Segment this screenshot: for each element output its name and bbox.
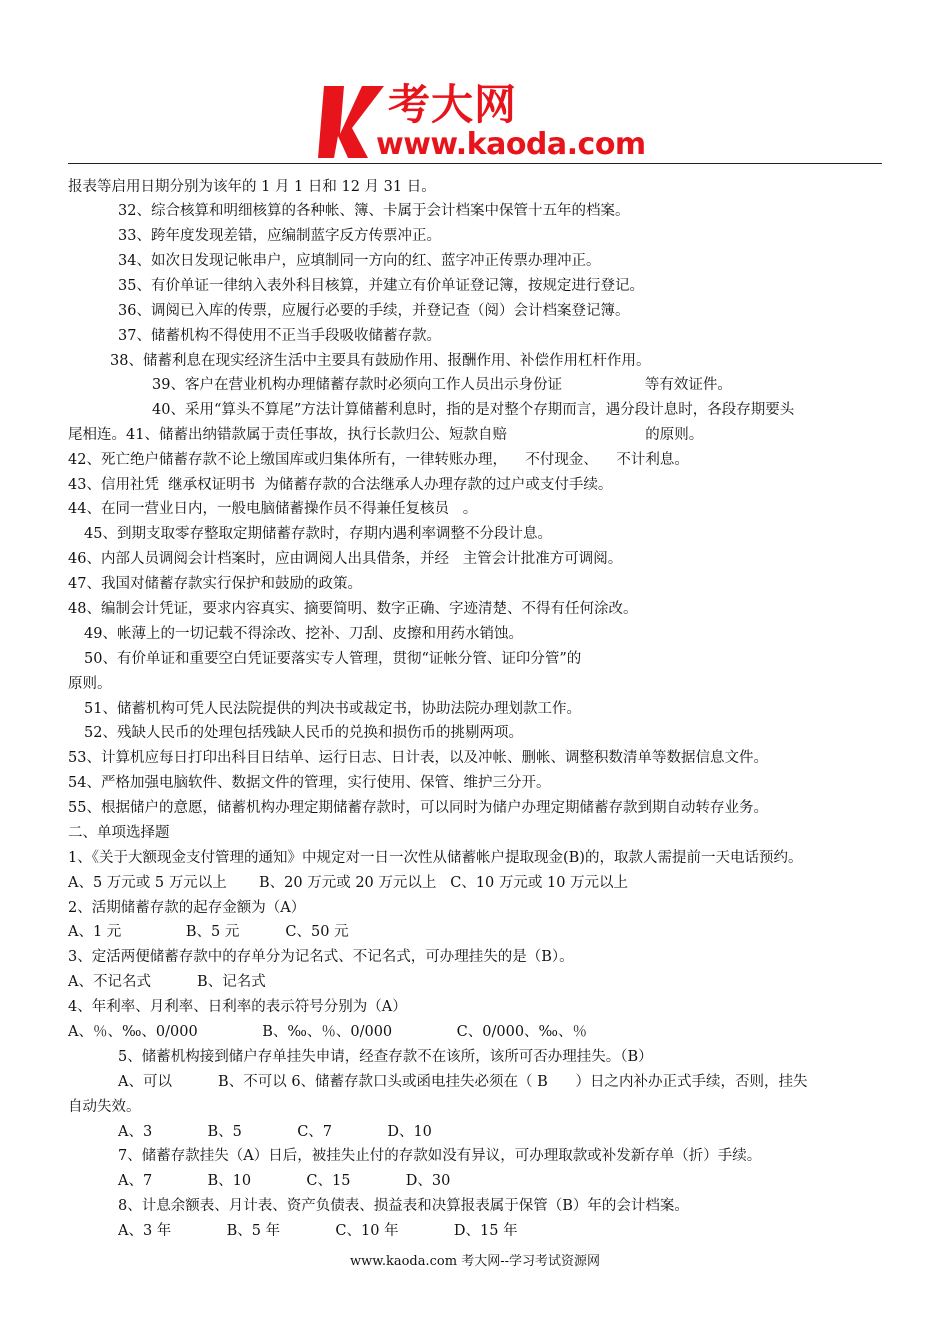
answer-options: A、可以 B、不可以 6、储蓄存款口头或函电挂失必须在（ B ）日之内补办正式手续，否则，挂失 bbox=[118, 1074, 808, 1090]
text-line: 自动失效。 bbox=[68, 1099, 141, 1115]
text-line: 47、我国对储蓄存款实行保护和鼓励的政策。 bbox=[68, 576, 362, 592]
answer-options: A、3 B、5 C、7 D、10 bbox=[118, 1124, 432, 1140]
question: 3、定活两便储蓄存款中的存单分为记名式、不记名式，可办理挂失的是（B）。 bbox=[68, 949, 574, 965]
text-line: 44、在同一营业日内，一般电脑储蓄操作员不得兼任复核员 。 bbox=[68, 501, 478, 517]
text-line: 36、调阅已入库的传票，应履行必要的手续，并登记查（阅）会计档案登记簿。 bbox=[118, 303, 630, 319]
question: 4、年利率、月利率、日利率的表示符号分别为（A） bbox=[68, 999, 407, 1015]
answer-options: A、7 B、10 C、15 D、30 bbox=[118, 1173, 451, 1189]
question: 5、储蓄机构接到储户存单挂失申请，经查存款不在该所，该所可否办理挂失。（B） bbox=[118, 1049, 653, 1065]
answer-options: A、不记名式 B、记名式 bbox=[68, 974, 266, 990]
text-line: 49、帐薄上的一切记载不得涂改、挖补、刀刮、皮擦和用药水销蚀。 bbox=[84, 626, 523, 642]
text-line: 37、储蓄机构不得使用不正当手段吸收储蓄存款。 bbox=[118, 328, 441, 344]
answer-options: A、3 年 B、5 年 C、10 年 D、15 年 bbox=[118, 1223, 518, 1239]
text-line: 34、如次日发现记帐串户，应填制同一方向的红、蓝字冲正传票办理冲正。 bbox=[118, 253, 601, 269]
text-line: 40、采用“算头不算尾”方法计算储蓄利息时，指的是对整个存期而言，遇分段计息时，各段存期要头 bbox=[152, 402, 795, 418]
kaoda-logo bbox=[318, 78, 648, 162]
question: 8、计息余额表、月计表、资产负债表、损益表和决算报表属于保管（B）年的会计档案。 bbox=[118, 1198, 689, 1214]
text-line: 48、编制会计凭证，要求内容真实、摘要简明、数字正确、字迹清楚、不得有任何涂改。 bbox=[68, 601, 638, 617]
section-heading: 二、单项选择题 bbox=[68, 825, 170, 841]
text-line: 46、内部人员调阅会计档案时，应由调阅人出具借条，并经 主管会计批准方可调阅。 bbox=[68, 551, 623, 567]
text-line: 52、残缺人民币的处理包括残缺人民币的兑换和损伤币的挑剔两项。 bbox=[84, 725, 523, 741]
question: 1、《关于大额现金支付管理的通知》中规定对一日一次性从储蓄帐户提取现金(B)的，取款人需提前一天电话预约。 bbox=[68, 850, 803, 866]
text-line: 尾相连。41、储蓄出纳错款属于责任事故，执行长款归公、短款自赔 的原则。 bbox=[68, 427, 704, 443]
logo-url: www.kaoda.com bbox=[376, 127, 646, 162]
answer-options: A、1 元 B、5 元 C、50 元 bbox=[68, 924, 349, 940]
text-line: 原则。 bbox=[68, 676, 112, 692]
text-line: 38、储蓄利息在现实经济生活中主要具有鼓励作用、报酬作用、补偿作用杠杆作用。 bbox=[110, 353, 651, 369]
text-line: 42、死亡绝户储蓄存款不论上缴国库或归集体所有，一律转账办理， 不付现金、 不计利息。 bbox=[68, 452, 689, 468]
text-line: 54、严格加强电脑软件、数据文件的管理，实行使用、保管、维护三分开。 bbox=[68, 775, 551, 791]
text-line: 35、有价单证一律纳入表外科目核算，并建立有价单证登记簿，按规定进行登记。 bbox=[118, 278, 644, 294]
text-line: 51、储蓄机构可凭人民法院提供的判决书或裁定书，协助法院办理划款工作。 bbox=[84, 701, 581, 717]
text-line: 39、客户在营业机构办理储蓄存款时必须向工作人员出示身份证 等有效证件。 bbox=[152, 377, 732, 393]
answer-options: A、5 万元或 5 万元以上 B、20 万元或 20 万元以上 C、10 万元或 10 万元以上 bbox=[68, 875, 629, 891]
logo-chinese-name: 考大网 bbox=[388, 80, 518, 129]
text-line: 报表等启用日期分别为该年的 1 月 1 日和 12 月 31 日。 bbox=[68, 179, 436, 195]
answer-options: A、％、‰、0/000 B、‰、％、0/000 C、0/000、‰、％ bbox=[68, 1024, 588, 1040]
text-line: 50、有价单证和重要空白凭证要落实专人管理，贯彻“证帐分管、证印分管”的 bbox=[84, 651, 582, 667]
question: 7、储蓄存款挂失（A）日后，被挂失止付的存款如没有异议，可办理取款或补发新存单（折）手续。 bbox=[118, 1148, 762, 1164]
header-divider bbox=[68, 163, 882, 164]
text-line: 55、根据储户的意愿，储蓄机构办理定期储蓄存款时，可以同时为储户办理定期储蓄存款到期自动转存业务。 bbox=[68, 800, 768, 816]
text-line: 32、综合核算和明细核算的各种帐、簿、卡属于会计档案中保管十五年的档案。 bbox=[118, 203, 630, 219]
text-line: 43、信用社凭 继承权证明书 为储蓄存款的合法继承人办理存款的过户或支付手续。 bbox=[68, 477, 613, 493]
text-line: 33、跨年度发现差错，应编制蓝字反方传票冲正。 bbox=[118, 228, 441, 244]
text-line: 53、计算机应每日打印出科目日结单、运行日志、日计表，以及冲帐、删帐、调整积数清单等数据信息文件。 bbox=[68, 750, 768, 766]
page-footer: www.kaoda.com 考大网--学习考试资源网 bbox=[350, 1254, 600, 1269]
question: 2、活期储蓄存款的起存金额为（A） bbox=[68, 900, 306, 916]
text-line: 45、到期支取零存整取定期储蓄存款时，存期内遇利率调整不分段计息。 bbox=[84, 526, 552, 542]
